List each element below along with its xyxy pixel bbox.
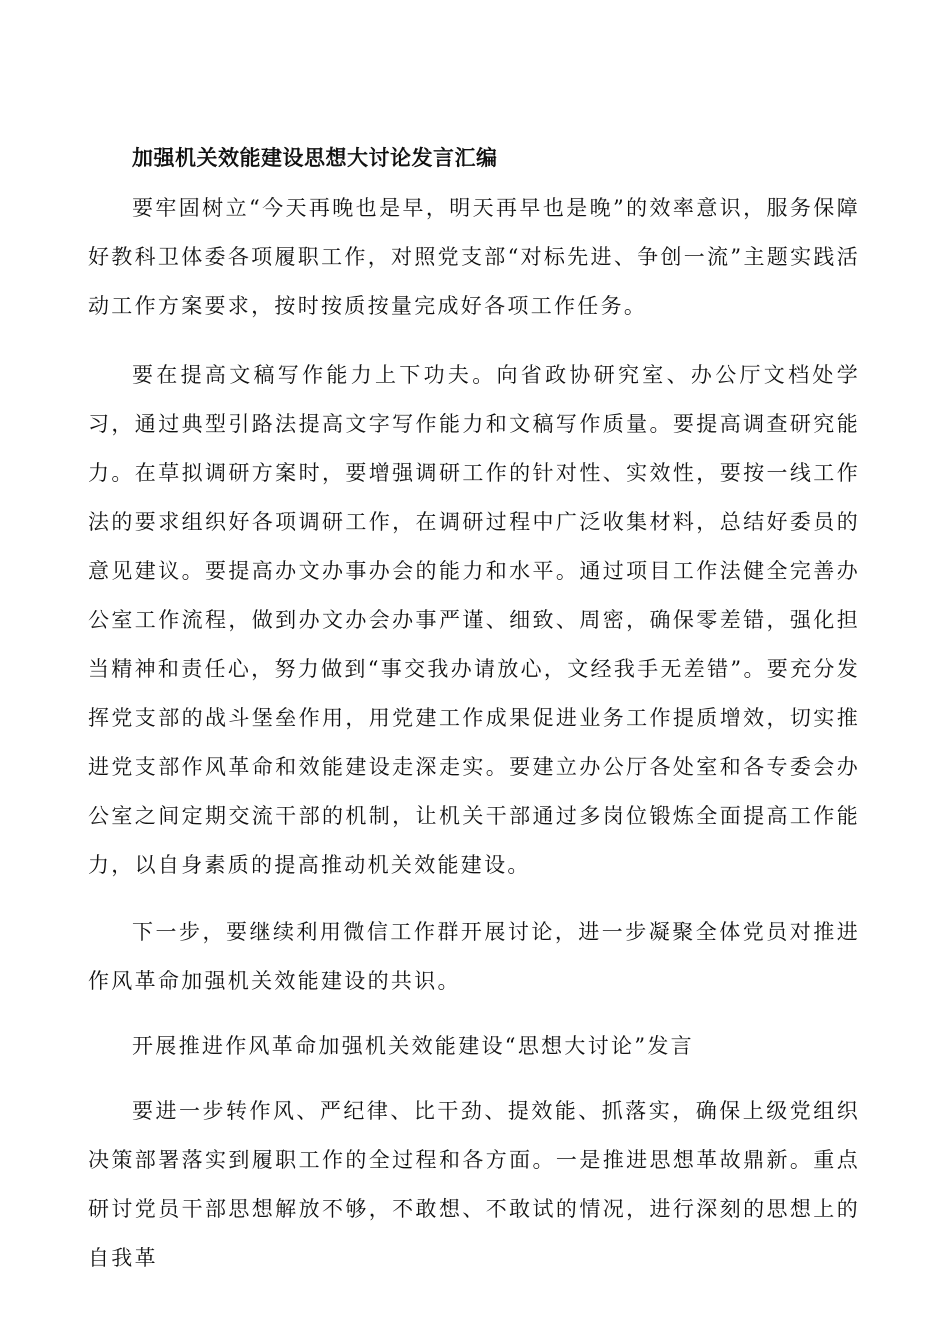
- paragraph-section-heading: 开展推进作风革命加强机关效能建设“思想大讨论”发言: [132, 1034, 694, 1058]
- document-body: [88, 138, 860, 1283]
- paragraph-efficiency-awareness: 要牢固树立“今天再晚也是早，明天再早也是晚”的效率意识，服务保障好教科卫体委各项履职工作，对照党支部“对标先进、争创一流”主题实践活动工作方案要求，按时按质按量完成好各项工作任务。: [88, 196, 860, 318]
- paragraph-next-step: 下一步，要继续利用微信工作群开展讨论，进一步凝聚全体党员对推进作风革命加强机关效能建设的共识。: [88, 920, 860, 993]
- paragraph-work-style: 要进一步转作风、严纪律、比干劲、提效能、抓落实，确保上级党组织决策部署落实到履职工作的全过程和各方面。一是推进思想革故鼎新。重点研讨党员干部思想解放不够，不敢想、不敢试的情况，进行深刻的思想上的自我革: [88, 1099, 860, 1270]
- document-title: 加强机关效能建设思想大讨论发言汇编: [132, 145, 498, 170]
- paragraph-writing-ability: 要在提高文稿写作能力上下功夫。向省政协研究室、办公厅文档处学习，通过典型引路法提高文字写作能力和文稿写作质量。要提高调查研究能力。在草拟调研方案时，要增强调研工作的针对性、实效性，要按一线工作法的要求组织好各项调研工作，在调研过程中广泛收集材料，总结好委员的意见建议。要提高办文办事办会的能力和水平。通过项目工作法健全完善办公室工作流程，做到办文办会办事严谨、细致、周密，确保零差错，强化担当精神和责任心，努力做到“事交我办请放心，文经我手无差错”。要充分发挥党支部的战斗堡垒作用，用党建工作成果促进业务工作提质增效，切实推进党支部作风革命和效能建设走深走实。要建立办公厅各处室和各专委会办公室之间定期交流干部的机制，让机关干部通过多岗位锻炼全面提高工作能力，以自身素质的提高推动机关效能建设。: [88, 363, 860, 877]
